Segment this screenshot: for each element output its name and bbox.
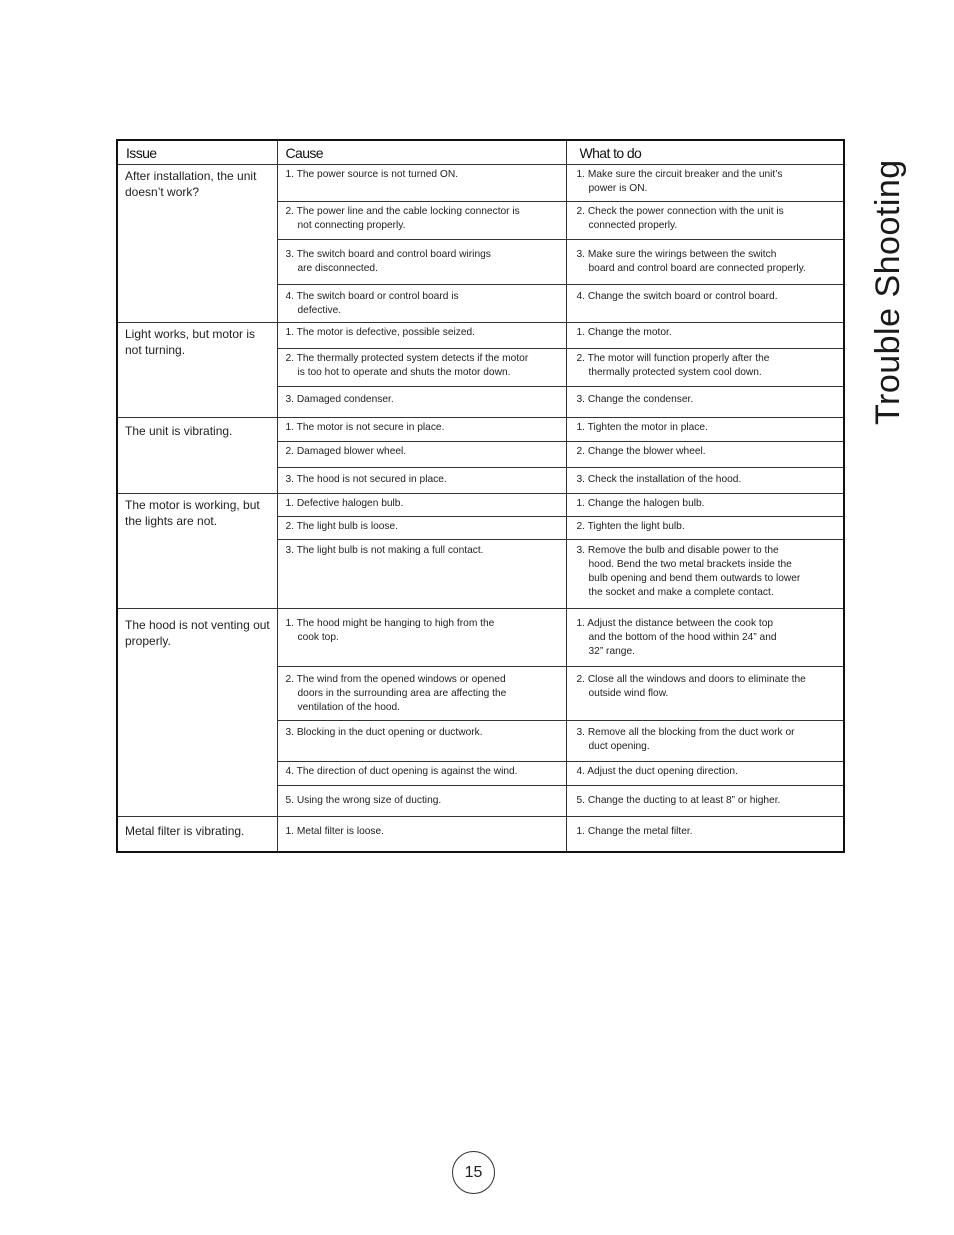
what-to-do-text: 5. Change the ducting to at least 8” or higher. [576, 794, 781, 806]
cause-text: 2. The power line and the cable locking connector is not connecting properly. [285, 205, 520, 231]
what-to-do-text: 4. Adjust the duct opening direction. [576, 765, 738, 777]
what-to-do-cell [566, 720, 844, 761]
what-to-do-text: 1. Adjust the distance between the cook top and the bottom of the hood within 24” and 32” range. [576, 617, 777, 657]
what-to-do-text: 2. The motor will function properly after the thermally protected system cool down. [576, 352, 770, 378]
cause-text: 1. The power source is not turned ON. [285, 168, 459, 180]
what-to-do-text: 1. Tighten the motor in place. [576, 421, 708, 433]
what-to-do-cell [566, 539, 844, 608]
what-to-do-cell [566, 239, 844, 284]
cause-cell [277, 386, 566, 417]
cause-cell [277, 516, 566, 539]
cause-text: 1. Metal filter is loose. [285, 825, 385, 837]
table-row [117, 816, 844, 852]
cause-cell [277, 417, 566, 441]
what-to-do-cell [566, 493, 844, 516]
cause-text: 4. The switch board or control board is defective. [285, 290, 459, 316]
cause-text: 3. Damaged condenser. [285, 393, 394, 405]
cause-text: 2. The light bulb is loose. [285, 520, 399, 532]
what-to-do-text: 2. Close all the windows and doors to eliminate the outside wind flow. [576, 673, 806, 699]
what-to-do-cell [566, 467, 844, 493]
what-to-do-text: 1. Change the motor. [576, 326, 672, 338]
what-to-do-cell [566, 284, 844, 322]
what-to-do-text: 3. Make sure the wirings between the switch board and control board are connected properly. [576, 248, 806, 274]
header-issue: Issue [117, 140, 277, 164]
issue-cell: The unit is vibrating. [117, 417, 277, 493]
what-to-do-text: 2. Change the blower wheel. [576, 445, 706, 457]
cause-cell [277, 785, 566, 816]
what-to-do-text: 3. Change the condenser. [576, 393, 694, 405]
what-to-do-text: 3. Remove the bulb and disable power to the hood. Bend the two metal brackets inside the bulb opening and bend them outwards to lower the socket and make a complete contact. [576, 544, 801, 598]
what-to-do-cell [566, 348, 844, 386]
what-to-do-text: 2. Tighten the light bulb. [576, 520, 685, 532]
cause-text: 3. The light bulb is not making a full contact. [285, 544, 484, 556]
what-to-do-cell [566, 322, 844, 348]
what-to-do-cell [566, 386, 844, 417]
table-row [117, 608, 844, 666]
table-row [117, 322, 844, 348]
cause-text: 5. Using the wrong size of ducting. [285, 794, 442, 806]
cause-text: 3. Blocking in the duct opening or ductwork. [285, 726, 483, 738]
header-what-to-do: What to do [566, 140, 844, 164]
cause-text: 3. The hood is not secured in place. [285, 473, 447, 485]
cause-text: 2. Damaged blower wheel. [285, 445, 407, 457]
table-row [117, 417, 844, 441]
what-to-do-cell [566, 417, 844, 441]
cause-cell [277, 493, 566, 516]
what-to-do-cell [566, 785, 844, 816]
section-title: Trouble Shooting [869, 159, 907, 425]
issue-cell: After installation, the unit doesn’t work? [117, 164, 277, 322]
cause-cell [277, 441, 566, 467]
issue-cell: The motor is working, but the lights are not. [117, 493, 277, 608]
issue-cell: Metal filter is vibrating. [117, 816, 277, 852]
cause-text: 1. The motor is defective, possible seized. [285, 326, 476, 338]
cause-text: 1. The motor is not secure in place. [285, 421, 445, 433]
what-to-do-text: 1. Change the halogen bulb. [576, 497, 705, 509]
page-number: 15 [452, 1151, 495, 1194]
issue-cell: Light works, but motor is not turning. [117, 322, 277, 417]
cause-cell [277, 608, 566, 666]
what-to-do-cell [566, 608, 844, 666]
what-to-do-cell [566, 761, 844, 785]
what-to-do-text: 1. Make sure the circuit breaker and the unit’s power is ON. [576, 168, 783, 194]
cause-text: 4. The direction of duct opening is against the wind. [285, 765, 518, 777]
cause-cell [277, 720, 566, 761]
cause-cell [277, 666, 566, 720]
what-to-do-cell [566, 164, 844, 201]
cause-cell [277, 348, 566, 386]
table-body [117, 164, 844, 852]
cause-cell [277, 539, 566, 608]
cause-cell [277, 761, 566, 785]
what-to-do-cell [566, 441, 844, 467]
issue-cell: The hood is not venting out properly. [117, 608, 277, 816]
cause-text: 3. The switch board and control board wirings are disconnected. [285, 248, 491, 274]
cause-text: 2. The wind from the opened windows or opened doors in the surrounding area are affecting the ventilation of the hood. [285, 673, 507, 713]
what-to-do-text: 2. Check the power connection with the unit is connected properly. [576, 205, 784, 231]
table-header-row [117, 140, 844, 164]
header-cause: Cause [277, 140, 566, 164]
what-to-do-cell [566, 816, 844, 852]
cause-cell [277, 284, 566, 322]
cause-text: 1. Defective halogen bulb. [285, 497, 404, 509]
what-to-do-text: 1. Change the metal filter. [576, 825, 693, 837]
cause-cell [277, 164, 566, 201]
table-row [117, 493, 844, 516]
what-to-do-text: 3. Remove all the blocking from the duct work or duct opening. [576, 726, 795, 752]
what-to-do-cell [566, 666, 844, 720]
cause-text: 2. The thermally protected system detects if the motor is too hot to operate and shuts the motor down. [285, 352, 529, 378]
what-to-do-text: 4. Change the switch board or control board. [576, 290, 778, 302]
cause-cell [277, 816, 566, 852]
table-row [117, 164, 844, 201]
what-to-do-text: 3. Check the installation of the hood. [576, 473, 742, 485]
cause-cell [277, 467, 566, 493]
what-to-do-cell [566, 516, 844, 539]
troubleshooting-table [116, 139, 845, 853]
what-to-do-cell [566, 201, 844, 239]
cause-cell [277, 322, 566, 348]
cause-cell [277, 239, 566, 284]
cause-cell [277, 201, 566, 239]
cause-text: 1. The hood might be hanging to high from the cook top. [285, 617, 495, 643]
